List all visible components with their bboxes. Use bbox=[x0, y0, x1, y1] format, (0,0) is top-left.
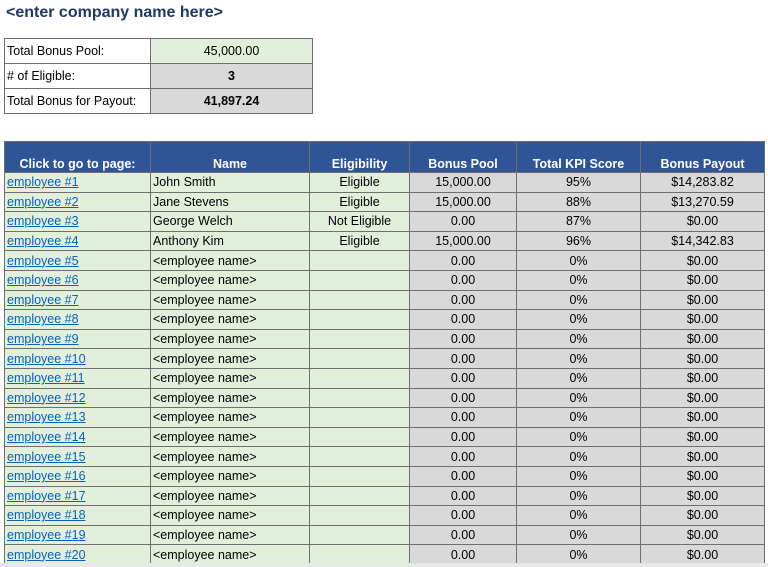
table-row bbox=[5, 545, 765, 565]
bonus-payout-cell[interactable]: $0.00 bbox=[641, 270, 765, 290]
eligibility-cell[interactable] bbox=[310, 408, 410, 428]
bonus-pool-cell[interactable]: 0.00 bbox=[410, 506, 517, 526]
bonus-payout-cell[interactable]: $14,342.83 bbox=[641, 231, 765, 251]
employee-link-cell[interactable] bbox=[5, 231, 151, 251]
employee-link-cell[interactable] bbox=[5, 270, 151, 290]
bonus-payout-cell[interactable]: $0.00 bbox=[641, 251, 765, 271]
employee-link-cell[interactable] bbox=[5, 251, 151, 271]
employee-link-cell[interactable] bbox=[5, 329, 151, 349]
eligibility-cell[interactable] bbox=[310, 486, 410, 506]
employee-name-cell[interactable]: <employee name> bbox=[151, 349, 310, 369]
table-row bbox=[5, 408, 765, 428]
eligible-count-value[interactable]: 3 bbox=[151, 64, 313, 89]
bonus-pool-cell[interactable]: 0.00 bbox=[410, 466, 517, 486]
employee-link-cell[interactable] bbox=[5, 349, 151, 369]
employee-link-cell[interactable] bbox=[5, 192, 151, 212]
bonus-pool-cell[interactable]: 0.00 bbox=[410, 368, 517, 388]
table-row bbox=[5, 486, 765, 506]
eligibility-cell[interactable]: Not Eligible bbox=[310, 212, 410, 232]
table-row bbox=[5, 231, 765, 251]
employee-name-cell[interactable]: <employee name> bbox=[151, 388, 310, 408]
employee-page-link[interactable]: employee #2 bbox=[7, 194, 79, 209]
sheet-tab-strip bbox=[0, 563, 768, 567]
summary-row-eligible bbox=[5, 64, 313, 89]
bonus-payout-cell[interactable]: $0.00 bbox=[641, 447, 765, 467]
employee-link-cell[interactable] bbox=[5, 408, 151, 428]
bonus-payout-cell[interactable]: $0.00 bbox=[641, 329, 765, 349]
bonus-payout-cell[interactable]: $0.00 bbox=[641, 349, 765, 369]
bonus-pool-cell[interactable]: 15,000.00 bbox=[410, 231, 517, 251]
bonus-pool-cell[interactable]: 0.00 bbox=[410, 486, 517, 506]
bonus-payout-cell[interactable]: $0.00 bbox=[641, 368, 765, 388]
employee-page-link[interactable]: employee #20 bbox=[7, 547, 86, 562]
employee-name-cell[interactable]: <employee name> bbox=[151, 427, 310, 447]
eligibility-cell[interactable] bbox=[310, 466, 410, 486]
eligibility-cell[interactable] bbox=[310, 368, 410, 388]
employee-link-cell[interactable] bbox=[5, 525, 151, 545]
employee-page-link[interactable]: employee #7 bbox=[7, 292, 79, 307]
kpi-score-cell[interactable]: 0% bbox=[517, 388, 641, 408]
eligibility-cell[interactable] bbox=[310, 270, 410, 290]
employee-page-link[interactable]: employee #15 bbox=[7, 449, 86, 464]
kpi-score-cell[interactable]: 87% bbox=[517, 212, 641, 232]
summary-row-pool bbox=[5, 39, 313, 64]
employee-name-cell[interactable]: <employee name> bbox=[151, 466, 310, 486]
kpi-score-cell[interactable]: 0% bbox=[517, 525, 641, 545]
employee-link-cell[interactable] bbox=[5, 506, 151, 526]
eligibility-cell[interactable] bbox=[310, 545, 410, 565]
bonus-pool-cell[interactable]: 15,000.00 bbox=[410, 192, 517, 212]
employee-page-link[interactable]: employee #3 bbox=[7, 214, 79, 229]
table-row bbox=[5, 270, 765, 290]
kpi-score-cell[interactable]: 0% bbox=[517, 251, 641, 271]
bonus-payout-cell[interactable]: $14,283.82 bbox=[641, 173, 765, 193]
kpi-score-cell[interactable]: 0% bbox=[517, 349, 641, 369]
table-row bbox=[5, 329, 765, 349]
table-row bbox=[5, 349, 765, 369]
bonus-payout-cell[interactable]: $0.00 bbox=[641, 545, 765, 565]
eligibility-cell[interactable]: Eligible bbox=[310, 231, 410, 251]
employee-name-cell[interactable]: <employee name> bbox=[151, 368, 310, 388]
employee-page-link[interactable]: employee #10 bbox=[7, 351, 86, 366]
employee-name-cell[interactable]: George Welch bbox=[151, 212, 310, 232]
bonus-payout-cell[interactable]: $0.00 bbox=[641, 212, 765, 232]
employee-bonus-table bbox=[4, 141, 765, 565]
employee-name-cell[interactable]: <employee name> bbox=[151, 447, 310, 467]
kpi-score-cell[interactable]: 0% bbox=[517, 329, 641, 349]
header-link[interactable]: Click to go to page: bbox=[5, 142, 151, 173]
total-payout-label[interactable]: Total Bonus for Payout: bbox=[5, 89, 151, 114]
employee-page-link[interactable]: employee #8 bbox=[7, 312, 79, 327]
employee-name-cell[interactable]: <employee name> bbox=[151, 506, 310, 526]
employee-page-link[interactable]: employee #18 bbox=[7, 508, 86, 523]
header-bonus-payout[interactable]: Bonus Payout bbox=[641, 142, 765, 173]
employee-name-cell[interactable]: John Smith bbox=[151, 173, 310, 193]
employee-page-link[interactable]: employee #11 bbox=[7, 371, 85, 386]
total-payout-value[interactable]: 41,897.24 bbox=[151, 89, 313, 114]
eligibility-cell[interactable] bbox=[310, 290, 410, 310]
kpi-score-cell[interactable]: 0% bbox=[517, 466, 641, 486]
employee-page-link[interactable]: employee #1 bbox=[7, 175, 79, 190]
employee-page-link[interactable]: employee #12 bbox=[7, 390, 86, 405]
employee-page-link[interactable]: employee #17 bbox=[7, 488, 86, 503]
table-row bbox=[5, 506, 765, 526]
bonus-payout-cell[interactable]: $0.00 bbox=[641, 486, 765, 506]
table-row bbox=[5, 251, 765, 271]
bonus-payout-cell[interactable]: $0.00 bbox=[641, 310, 765, 330]
bonus-payout-cell[interactable]: $0.00 bbox=[641, 525, 765, 545]
bonus-payout-cell[interactable]: $0.00 bbox=[641, 290, 765, 310]
table-row bbox=[5, 427, 765, 447]
eligibility-cell[interactable] bbox=[310, 447, 410, 467]
kpi-score-cell[interactable]: 0% bbox=[517, 447, 641, 467]
kpi-score-cell[interactable]: 96% bbox=[517, 231, 641, 251]
bonus-payout-cell[interactable]: $0.00 bbox=[641, 466, 765, 486]
bonus-pool-cell[interactable]: 0.00 bbox=[410, 251, 517, 271]
bonus-pool-cell[interactable]: 0.00 bbox=[410, 545, 517, 565]
employee-page-link[interactable]: employee #6 bbox=[7, 273, 79, 288]
employee-link-cell[interactable] bbox=[5, 310, 151, 330]
header-kpi-score[interactable]: Total KPI Score bbox=[517, 142, 641, 173]
header-name[interactable]: Name bbox=[151, 142, 310, 173]
header-eligibility[interactable]: Eligibility bbox=[310, 142, 410, 173]
total-bonus-pool-value[interactable]: 45,000.00 bbox=[151, 39, 313, 64]
eligibility-cell[interactable] bbox=[310, 310, 410, 330]
summary-row-payout bbox=[5, 89, 313, 114]
bonus-payout-cell[interactable]: $13,270.59 bbox=[641, 192, 765, 212]
table-row bbox=[5, 525, 765, 545]
employee-link-cell[interactable] bbox=[5, 466, 151, 486]
table-row bbox=[5, 368, 765, 388]
table-row bbox=[5, 310, 765, 330]
eligibility-cell[interactable] bbox=[310, 329, 410, 349]
employee-page-link[interactable]: employee #19 bbox=[7, 527, 86, 542]
employee-name-cell[interactable]: Jane Stevens bbox=[151, 192, 310, 212]
eligible-count-label[interactable]: # of Eligible: bbox=[5, 64, 151, 89]
kpi-score-cell[interactable]: 0% bbox=[517, 270, 641, 290]
employee-page-link[interactable]: employee #9 bbox=[7, 332, 79, 347]
bonus-pool-cell[interactable]: 0.00 bbox=[410, 310, 517, 330]
bonus-payout-cell[interactable]: $0.00 bbox=[641, 427, 765, 447]
employee-page-link[interactable]: employee #13 bbox=[7, 410, 86, 425]
table-row bbox=[5, 388, 765, 408]
eligibility-cell[interactable] bbox=[310, 349, 410, 369]
bonus-pool-cell[interactable]: 0.00 bbox=[410, 408, 517, 428]
header-bonus-pool[interactable]: Bonus Pool bbox=[410, 142, 517, 173]
bonus-pool-cell[interactable]: 0.00 bbox=[410, 270, 517, 290]
employee-name-cell[interactable]: <employee name> bbox=[151, 270, 310, 290]
table-row bbox=[5, 466, 765, 486]
table-row bbox=[5, 447, 765, 467]
company-title[interactable]: <enter company name here> bbox=[6, 4, 223, 21]
employee-name-cell[interactable]: <employee name> bbox=[151, 329, 310, 349]
kpi-score-cell[interactable]: 0% bbox=[517, 427, 641, 447]
employee-link-cell[interactable] bbox=[5, 290, 151, 310]
kpi-score-cell[interactable]: 95% bbox=[517, 173, 641, 193]
employee-link-cell[interactable] bbox=[5, 368, 151, 388]
kpi-score-cell[interactable]: 0% bbox=[517, 368, 641, 388]
eligibility-cell[interactable] bbox=[310, 525, 410, 545]
employee-name-cell[interactable]: <employee name> bbox=[151, 525, 310, 545]
employee-link-cell[interactable] bbox=[5, 545, 151, 565]
employee-name-cell[interactable]: <employee name> bbox=[151, 310, 310, 330]
table-body bbox=[5, 173, 765, 565]
header-row bbox=[5, 142, 765, 173]
eligibility-cell[interactable] bbox=[310, 251, 410, 271]
employee-link-cell[interactable] bbox=[5, 212, 151, 232]
bonus-payout-cell[interactable]: $0.00 bbox=[641, 408, 765, 428]
bonus-payout-cell[interactable]: $0.00 bbox=[641, 388, 765, 408]
bonus-pool-cell[interactable]: 0.00 bbox=[410, 427, 517, 447]
employee-link-cell[interactable] bbox=[5, 388, 151, 408]
employee-page-link[interactable]: employee #14 bbox=[7, 430, 86, 445]
kpi-score-cell[interactable]: 0% bbox=[517, 506, 641, 526]
table-row bbox=[5, 212, 765, 232]
bonus-pool-cell[interactable]: 0.00 bbox=[410, 525, 517, 545]
employee-page-link[interactable]: employee #5 bbox=[7, 253, 79, 268]
kpi-score-cell[interactable]: 0% bbox=[517, 408, 641, 428]
eligibility-cell[interactable]: Eligible bbox=[310, 173, 410, 193]
bonus-pool-cell[interactable]: 0.00 bbox=[410, 388, 517, 408]
bonus-pool-cell[interactable]: 0.00 bbox=[410, 290, 517, 310]
kpi-score-cell[interactable]: 88% bbox=[517, 192, 641, 212]
employee-link-cell[interactable] bbox=[5, 427, 151, 447]
employee-link-cell[interactable] bbox=[5, 447, 151, 467]
employee-name-cell[interactable]: <employee name> bbox=[151, 251, 310, 271]
kpi-score-cell[interactable]: 0% bbox=[517, 486, 641, 506]
eligibility-cell[interactable] bbox=[310, 427, 410, 447]
eligibility-cell[interactable]: Eligible bbox=[310, 192, 410, 212]
employee-name-cell[interactable]: Anthony Kim bbox=[151, 231, 310, 251]
eligibility-cell[interactable] bbox=[310, 388, 410, 408]
summary-table bbox=[4, 38, 313, 114]
total-bonus-pool-label[interactable]: Total Bonus Pool: bbox=[5, 39, 151, 64]
employee-name-cell[interactable]: <employee name> bbox=[151, 290, 310, 310]
kpi-score-cell[interactable]: 0% bbox=[517, 290, 641, 310]
bonus-pool-cell[interactable]: 0.00 bbox=[410, 447, 517, 467]
table-row bbox=[5, 192, 765, 212]
bonus-pool-cell[interactable]: 0.00 bbox=[410, 212, 517, 232]
employee-page-link[interactable]: employee #16 bbox=[7, 469, 86, 484]
kpi-score-cell[interactable]: 0% bbox=[517, 545, 641, 565]
bonus-pool-cell[interactable]: 15,000.00 bbox=[410, 173, 517, 193]
employee-link-cell[interactable] bbox=[5, 486, 151, 506]
table-row bbox=[5, 173, 765, 193]
employee-name-cell[interactable]: <employee name> bbox=[151, 408, 310, 428]
bonus-pool-cell[interactable]: 0.00 bbox=[410, 329, 517, 349]
employee-name-cell[interactable]: <employee name> bbox=[151, 486, 310, 506]
employee-name-cell[interactable]: <employee name> bbox=[151, 545, 310, 565]
kpi-score-cell[interactable]: 0% bbox=[517, 310, 641, 330]
eligibility-cell[interactable] bbox=[310, 506, 410, 526]
bonus-pool-cell[interactable]: 0.00 bbox=[410, 349, 517, 369]
bonus-payout-cell[interactable]: $0.00 bbox=[641, 506, 765, 526]
table-row bbox=[5, 290, 765, 310]
employee-link-cell[interactable] bbox=[5, 173, 151, 193]
employee-page-link[interactable]: employee #4 bbox=[7, 234, 79, 249]
